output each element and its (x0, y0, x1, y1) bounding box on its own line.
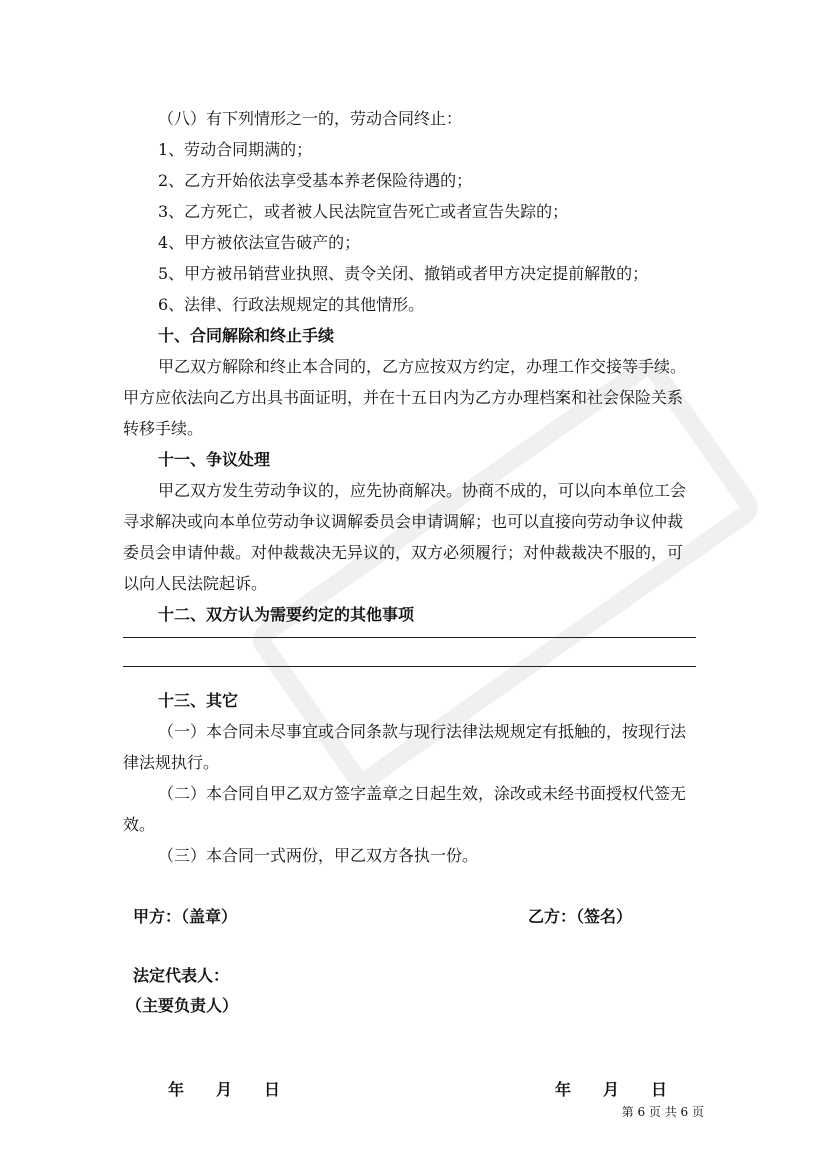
blank-fill-line-2 (123, 666, 696, 667)
section13-line-5: （三）本合同一式两份，甲乙双方各执一份。 (158, 846, 479, 865)
legal-representative-label: 法定代表人： (133, 966, 230, 985)
section10-heading: 十、合同解除和终止手续 (158, 326, 335, 345)
section10-line-3: 转移手续。 (123, 419, 204, 438)
section11-line-4: 以向人民法院起诉。 (123, 574, 268, 593)
section8-item-2: 2、乙方开始依法享受基本养老保险待遇的； (158, 171, 473, 190)
section8-item-1: 1、劳动合同期满的； (158, 140, 313, 159)
section8-item-3: 3、乙方死亡，或者被人民法院宣告死亡或者宣告失踪的； (158, 202, 569, 221)
party-a-date: 年 月 日 (168, 1080, 281, 1099)
section13-line-4: 效。 (123, 815, 156, 834)
party-b-date: 年 月 日 (555, 1080, 668, 1099)
section10-line-2: 甲方应依法向乙方出具书面证明，并在十五日内为乙方办理档案和社会保险关系 (123, 388, 684, 407)
section8-item-6: 6、法律、行政法规规定的其他情形。 (158, 295, 425, 314)
section13-line-1: （一）本合同未尽事宜或合同条款与现行法律法规规定有抵触的，按现行法 (158, 722, 687, 741)
party-a-signature-label: 甲方：（盖章） (133, 907, 238, 926)
section11-heading: 十一、争议处理 (158, 450, 271, 469)
section13-line-3: （二）本合同自甲乙双方签字盖章之日起生效，涂改或未经书面授权代签无 (158, 784, 687, 803)
section11-line-2: 寻求解决或向本单位劳动争议调解委员会申请调解；也可以直接向劳动争议仲裁 (123, 512, 684, 531)
section8-item-4: 4、甲方被依法宣告破产的； (158, 233, 361, 252)
section13-line-2: 律法规执行。 (123, 753, 220, 772)
party-b-signature-label: 乙方：（签名） (528, 907, 633, 926)
principal-label: （主要负责人） (126, 996, 239, 1015)
section13-heading: 十三、其它 (158, 691, 239, 710)
section12-heading: 十二、双方认为需要约定的其他事项 (158, 605, 415, 624)
section8-item-5: 5、甲方被吊销营业执照、责令关闭、撤销或者甲方决定提前解散的； (158, 264, 649, 283)
section10-line-1: 甲乙双方解除和终止本合同的，乙方应按双方约定，办理工作交接等手续。 (158, 357, 687, 376)
section11-line-1: 甲乙双方发生劳动争议的，应先协商解决。协商不成的，可以向本单位工会 (158, 481, 687, 500)
blank-fill-line-1 (123, 637, 696, 638)
section8-title: （八）有下列情形之一的，劳动合同终止： (158, 109, 463, 128)
page-number: 第 6 页 共 6 页 (621, 1105, 704, 1119)
section11-line-3: 委员会申请仲裁。对仲裁裁决无异议的，双方必须履行；对仲裁裁决不服的，可 (123, 543, 684, 562)
